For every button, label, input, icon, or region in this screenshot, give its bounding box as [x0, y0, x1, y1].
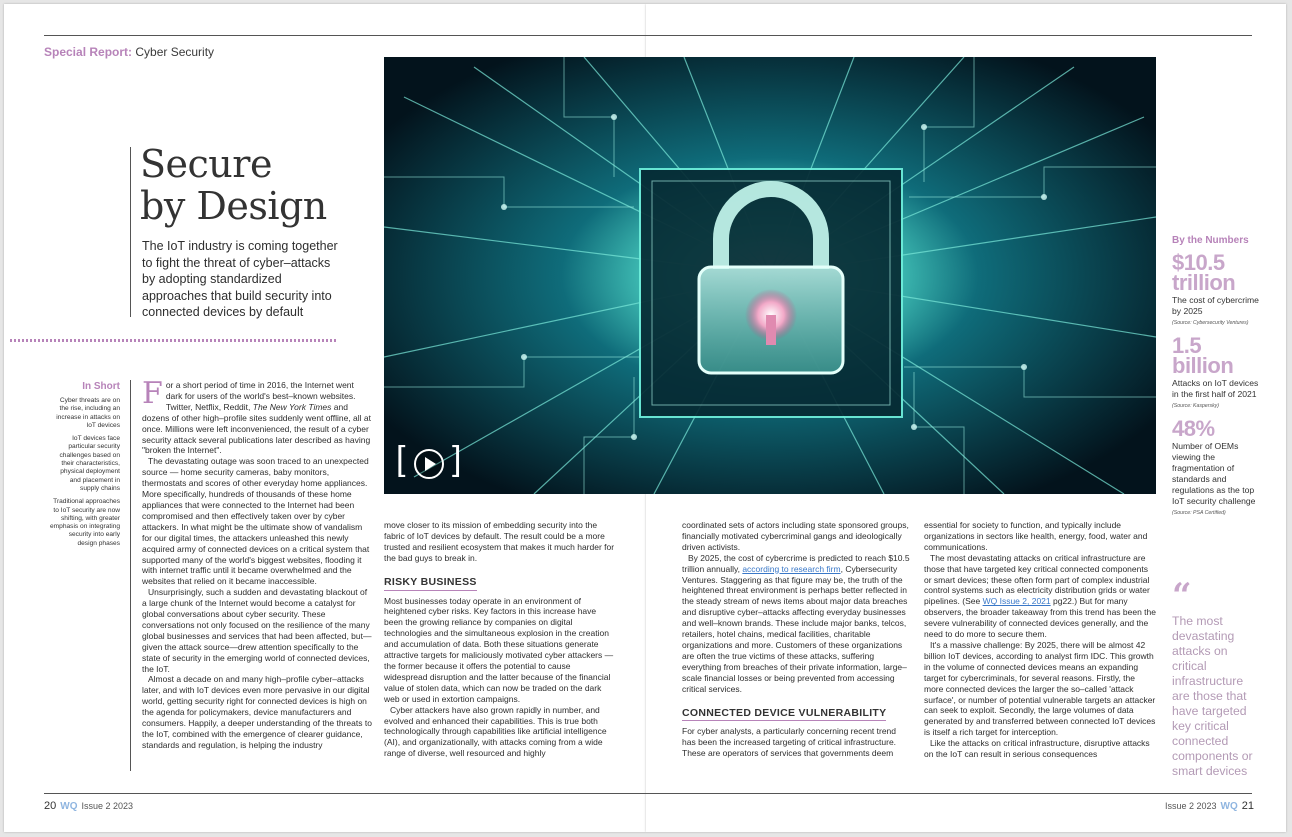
- in-short-heading: In Short: [82, 381, 120, 392]
- stat-description: Attacks on IoT devices in the first half of 2021: [1172, 378, 1259, 399]
- title-line-1: Secure: [140, 142, 272, 186]
- column-rule: [130, 380, 131, 771]
- section-accent: Special Report:: [44, 45, 133, 59]
- body-column-3: [682, 520, 910, 759]
- video-bracket-right: ]: [452, 440, 462, 478]
- section-label: [44, 45, 214, 59]
- in-short-item: Cyber threats are on the rise, including an increase in attacks on IoT devices: [56, 397, 120, 429]
- folio-right: [1164, 800, 1254, 812]
- title-line-2: by Design: [140, 184, 327, 228]
- play-button[interactable]: [414, 449, 444, 479]
- wq-issue-link[interactable]: WQ Issue 2, 2021: [982, 596, 1051, 607]
- research-firm-link[interactable]: according to research firm: [742, 563, 841, 574]
- paragraph: Most businesses today operate in an environment of heightened cyber risks. Key factors in this increase have been the growing reliance by companies on digital technologies and the simultaneous explosion in the creation and accumulation of data. Both these situations generate attractive targets for maliciously motivated cyber attackers — the former because it offers the potential to cause widespread disruption and the latter because of the financial value of stolen data, which can now be traded on the dark web or used in extortion campaigns.: [384, 595, 614, 704]
- page-number-right: 21: [1241, 800, 1254, 812]
- video-bracket-left: [: [396, 440, 406, 478]
- paragraph: Unsurprisingly, such a sudden and devastating blackout of a large chunk of the Internet would become a catalyst for global conversations about cyber security. These conversations not only focused on the resilience of the many global businesses and services that had been affected, but—given the attack source—drew attention specifically to the state of security in the emerging world of connected devices, the IoT.: [142, 587, 372, 674]
- text-run: or a short period of time in 2016, the Internet went dark for users of the world's best–known websites. Twitter, Netflix, Reddit,: [165, 380, 356, 412]
- stat-value: 1.5: [1172, 333, 1202, 358]
- stat-block: [1172, 250, 1264, 326]
- paragraph: move closer to its mission of embedding security into the fabric of IoT devices by default. The result could be a more trusted and resilient ecosystem that makes it much harder for the bad guys to break in.: [384, 520, 615, 563]
- text-run: The most devastating attacks on critical infrastructure are those that have targeted key critical connected components or smart devices; these often form part of complex industrial control systems such as electricity distribution grids or water pipelines. (See: [924, 552, 1150, 607]
- paragraph: essential for society to function, and typically include organizations in sectors like health, energy, food, water and communications.: [924, 520, 1148, 552]
- paragraph: [142, 376, 372, 456]
- text-run: pg22.) But for many observers, the broader takeaway from this trend has been the severe vulnerability of connected devices generally, and the need to do more to secure them.: [924, 596, 1156, 640]
- magazine-logo-left: WQ: [60, 801, 78, 812]
- in-short-item: Traditional approaches to IoT security are now shifting, with greater emphasis on integrating security into early design phases: [50, 498, 121, 547]
- text-run: and dozens of other high–profile sites suddenly went offline, all at once. Millions were left inconvenienced, the result of a cyber security attack several publications later described as having "broken the Internet".: [142, 401, 372, 456]
- stat-source: (Source: Cybersecurity Ventures): [1172, 320, 1249, 326]
- article-deck: The IoT industry is coming together to fight the threat of cyber–attacks by adopting standardized approaches that build security into connected devices by default: [142, 239, 338, 320]
- stat-value: $10.5: [1172, 250, 1225, 275]
- paragraph: It's a massive challenge: By 2025, there will be almost 42 billion IoT devices, according to analyst firm IDC. This growth in the volume of connected devices means an expanding target for cybercriminals, for several reasons. Firstly, the more connected devices the larger the so–called 'attack surface', or number of potential vulnerable targets an attacker can seek to exploit. Secondly, the large volumes of data generated by and transferred between connected IoT devices is itself a rich target for interception.: [924, 639, 1156, 738]
- paragraph: [682, 553, 910, 695]
- title-rule: [130, 147, 131, 317]
- publication-name: The New York Times: [252, 401, 332, 412]
- paragraph: For cyber analysts, a particularly concerning recent trend has been the increased targeting of critical infrastructure. These are operators of services that governments deem: [682, 726, 897, 759]
- by-the-numbers: [1172, 235, 1264, 516]
- subhead-risky-business: RISKY BUSINESS: [384, 577, 477, 591]
- text-run: , Cybersecurity Ventures. Staggering as that figure may be, the truth of the heightened threat environment is perhaps better reflected in the steady stream of news items about major data breaches and disruptive cyber–attacks affecting everyday businesses and well–known brands. These include major banks, telcos, retailers, hotel chains, medical facilities, charitable organizations and more. Customers of these organizations are often the true victims of these attacks, suffering everything from breaches of their private information, large–scale financial losses or being prevented from accessing critical services.: [682, 563, 908, 694]
- paragraph: [924, 553, 1156, 640]
- paragraph: Like the attacks on critical infrastructure, disruptive attacks on the IoT can result in serious consequences: [924, 738, 1150, 760]
- hero-image: [384, 57, 1156, 494]
- in-short-sidebar: [50, 381, 120, 548]
- folio-left: [44, 800, 133, 812]
- body-column-4: [924, 520, 1156, 760]
- dotted-divider: [10, 339, 336, 342]
- stat-unit: trillion: [1172, 270, 1236, 295]
- paragraph: Cyber attackers have also grown rapidly in number, and evolved and enhanced their capabilities. This is true both technologically through capabilities like artificial intelligence (AI), and organizationally, with attacks coming from a wide range of diverse, well resourced and highly: [384, 704, 607, 759]
- issue-right: Issue 2 2023: [1164, 801, 1217, 811]
- subhead-connected-device: CONNECTED DEVICE VULNERABILITY: [682, 708, 886, 722]
- paragraph: coordinated sets of actors including state sponsored groups, financially motivated cybercriminal gangs and ideologically driven activists.: [682, 520, 909, 552]
- stat-source: (Source: Kaspersky): [1172, 403, 1219, 409]
- stat-block: [1172, 416, 1264, 516]
- stat-description: The cost of cybercrime by 2025: [1172, 295, 1259, 316]
- pull-quote-text: The most devastating attacks on critical infrastructure are those that have targeted key critical connected components or smart devices: [1172, 614, 1253, 778]
- in-short-item: IoT devices face particular security challenges based on their characteristics, physical deployment and placement in supply chains: [59, 435, 120, 492]
- section-name: Cyber Security: [132, 45, 215, 59]
- page-number-left: 20: [44, 800, 57, 812]
- magazine-logo-right: WQ: [1220, 801, 1238, 812]
- text-run: By 2025, the cost of cybercrime is predicted to reach $10.5 trillion annually,: [682, 552, 910, 574]
- drop-cap: F: [142, 376, 163, 411]
- stat-source: (Source: PSA Certified): [1172, 510, 1226, 516]
- paragraph: Almost a decade on and many high–profile cyber–attacks later, and with IoT devices even more pervasive in our digital world, getting security right for connected devices is high on the agenda for policymakers, device manufacturers and consumers. Happily, a deeper understanding of the threats to the IoT, combined with the emergence of clearer guidance, standards and regulation, is helping the industry: [142, 674, 372, 750]
- paragraph: The devastating outage was soon traced to an unexpected source — home security cameras, baby monitors, thermostats and scores of other everyday home appliances. More specifically, hundreds of thousands of these home appliances that were connected to the Internet had been compromised and then effectively taken over by cyber attackers. In what might be the ultimate show of vandalism for our digital times, the attackers unleashed this newly acquired army of connected devices on a critical system that supported many of the world's biggest websites, flooding it with internet traffic until it became overwhelmed and the websites that relied on it became inaccessible.: [142, 456, 370, 587]
- body-column-2: [384, 520, 616, 759]
- article-title: [140, 143, 370, 227]
- stat-value: 48%: [1172, 416, 1215, 441]
- stat-unit: billion: [1172, 353, 1234, 378]
- bottom-rule: [44, 793, 1252, 794]
- issue-left: Issue 2 2023: [81, 801, 134, 811]
- pull-quote: [1172, 576, 1264, 779]
- top-rule: [44, 35, 1252, 36]
- play-icon: [416, 451, 442, 477]
- body-column-1: [142, 376, 372, 751]
- circuit-lock-illustration: [384, 57, 1156, 494]
- stat-block: [1172, 333, 1264, 409]
- by-numbers-heading: By the Numbers: [1172, 235, 1249, 246]
- stat-description: Number of OEMs viewing the fragmentation of standards and regulations as the top IoT security challenge: [1172, 441, 1256, 506]
- quote-mark-icon: “: [1172, 576, 1192, 616]
